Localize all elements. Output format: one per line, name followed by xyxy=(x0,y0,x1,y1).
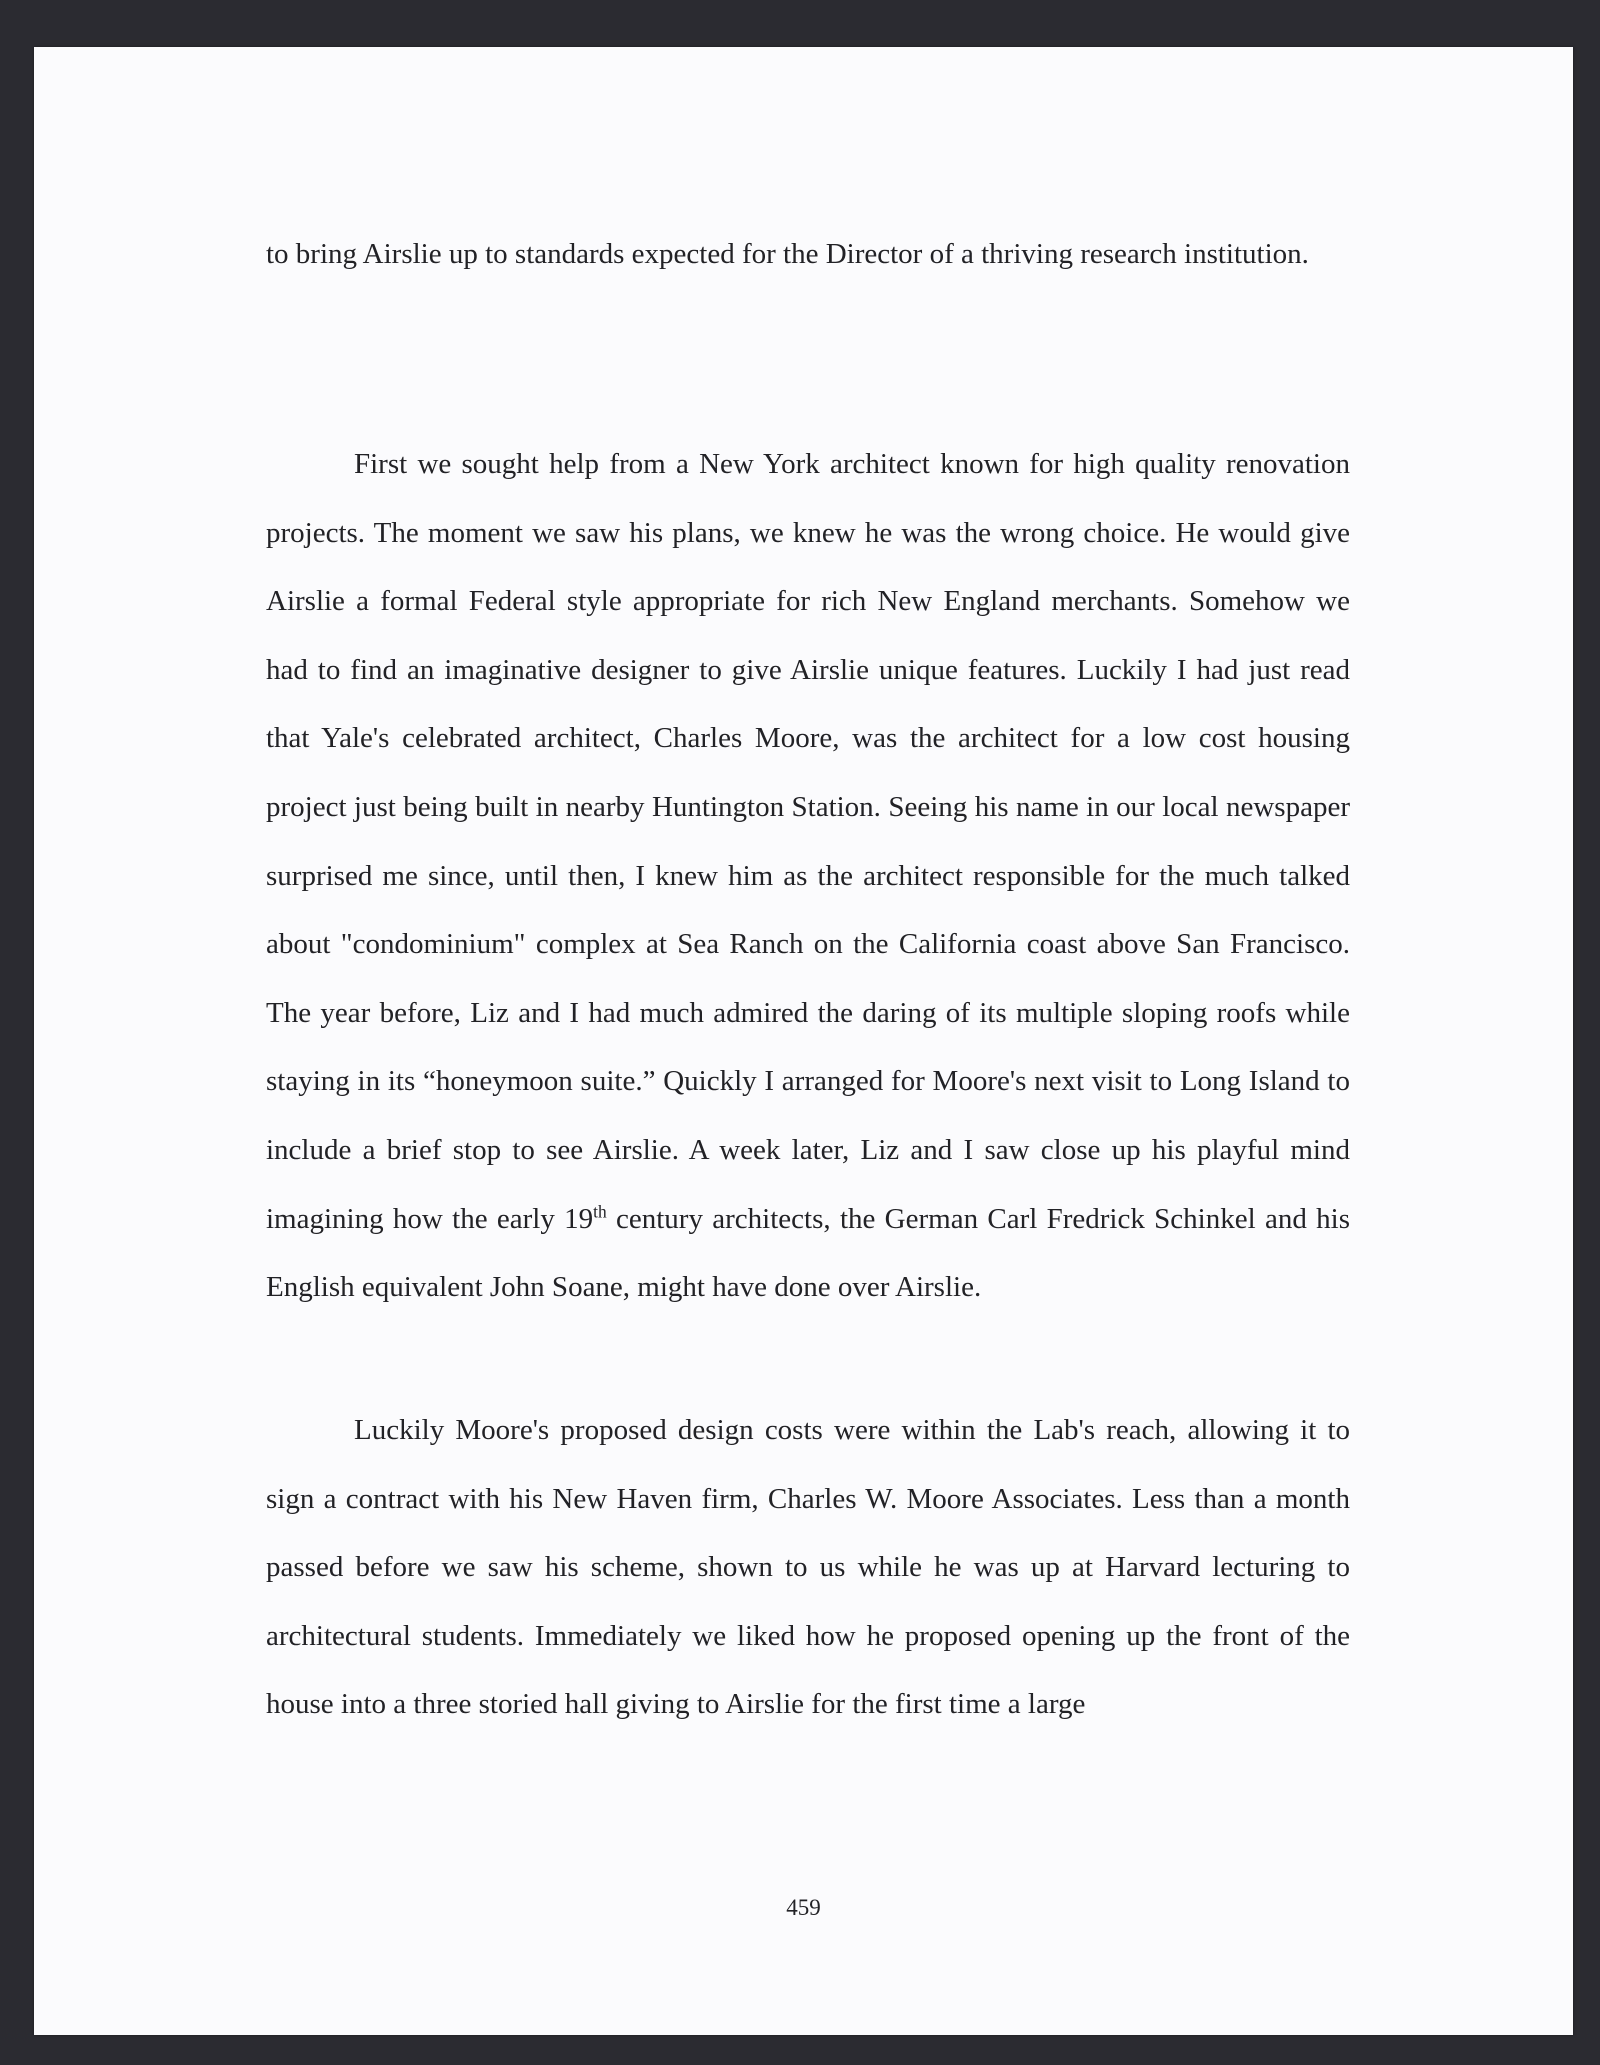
paragraph-1: to bring Airslie up to standards expected for the Director of a thriving research institution. xyxy=(266,238,1309,270)
paragraph-architect-search xyxy=(266,430,1350,1322)
document-page xyxy=(34,47,1573,2035)
paragraph-2 xyxy=(266,430,1350,1322)
paragraph-moore-design xyxy=(266,1396,1350,1739)
paragraph-continuation xyxy=(266,220,1350,289)
paragraph-2-part-b: century architects, the German Carl Fredrick Schinkel and his English equivalent John Soane, might have done over Airslie. xyxy=(266,1202,1350,1304)
ordinal-superscript: th xyxy=(593,1200,607,1221)
paragraph-3: Luckily Moore's proposed design costs were within the Lab's reach, allowing it to sign a contract with his New Haven firm, Charles W. Moore Associates. Less than a month passed before we saw his scheme, shown to us while he was up at Harvard lecturing to architectural students. Immediately we liked how he proposed opening up the front of the house into a three storied hall giving to Airslie for the first time a large xyxy=(266,1414,1350,1721)
page-number: 459 xyxy=(786,1895,821,1920)
paragraph-2-part-a: First we sought help from a New York architect known for high quality renovation projects. The moment we saw his plans, we knew he was the wrong choice. He would give Airslie a formal Federal style appropriate for rich New England merchants. Somehow we had to find an imaginative designer to give Airslie unique features. Luckily I had just read that Yale's celebrated architect, Charles Moore, was the architect for a low cost housing project just being built in nearby Huntington Station. Seeing his name in our local newspaper surprised me since, until then, I knew him as the architect responsible for the much talked about "condominium" complex at Sea Ranch on the California coast above San Francisco. The year before, Liz and I had much admired the daring of its multiple sloping roofs while staying in its “honeymoon suite.” Quickly I arranged for Moore's next visit to Long Island to include a brief stop to see Airslie. A week later, Liz and I saw close up his playful mind imagining how the early 19 xyxy=(266,448,1350,1235)
